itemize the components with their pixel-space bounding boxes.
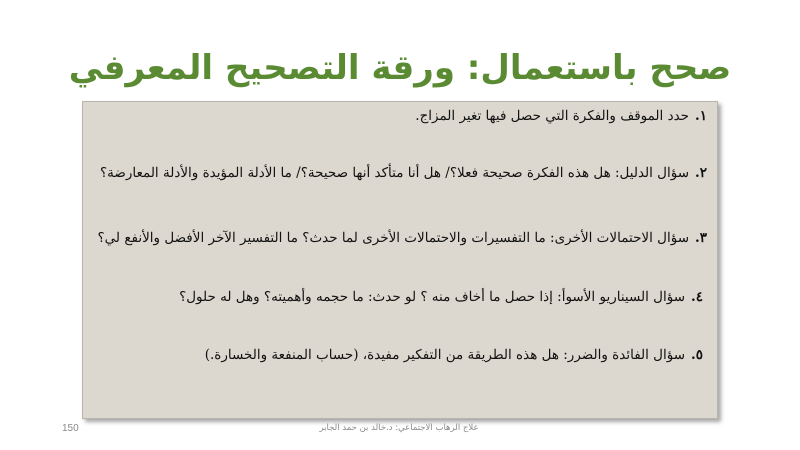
list-item: [415, 108, 707, 124]
list-item: [205, 347, 703, 363]
list-item: [179, 289, 703, 305]
item-text: سؤال الاحتمالات الأخرى: ما التفسيرات والاحتمالات الأخرى لما حدث؟ ما التفسير الآخر الأفضل والأنفع لي؟: [97, 230, 690, 246]
checklist-panel: [82, 101, 718, 419]
item-number: ٢.: [695, 165, 707, 181]
footer-caption: علاج الرهاب الاجتماعي: د.خالد بن حمد الجابر: [319, 423, 479, 433]
item-number: ٣.: [695, 230, 707, 246]
item-number: ١.: [695, 108, 707, 124]
page-number: 150: [62, 423, 79, 434]
item-number: ٥.: [691, 347, 703, 363]
item-text: سؤال الدليل: هل هذه الفكرة صحيحة فعلا؟/ هل أنا متأكد أنها صحيحة؟/ ما الأدلة المؤيدة والأدلة المعارضة؟: [100, 165, 690, 181]
item-number: ٤.: [691, 289, 703, 305]
list-item: [100, 165, 707, 181]
item-text: حدد الموقف والفكرة التي حصل فيها تغير المزاج.: [415, 108, 690, 124]
item-text: سؤال الفائدة والضرر: هل هذه الطريقة من التفكير مفيدة، (حساب المنفعة والخسارة.): [204, 347, 686, 363]
list-item: [98, 230, 707, 246]
item-text: سؤال السيناريو الأسوأ: إذا حصل ما أخاف منه ؟ لو حدث: ما حجمه وأهميته؟ وهل له حلول؟: [179, 289, 686, 305]
slide-title: صحح باستعمال: ورقة التصحيح المعرفي: [68, 48, 732, 88]
